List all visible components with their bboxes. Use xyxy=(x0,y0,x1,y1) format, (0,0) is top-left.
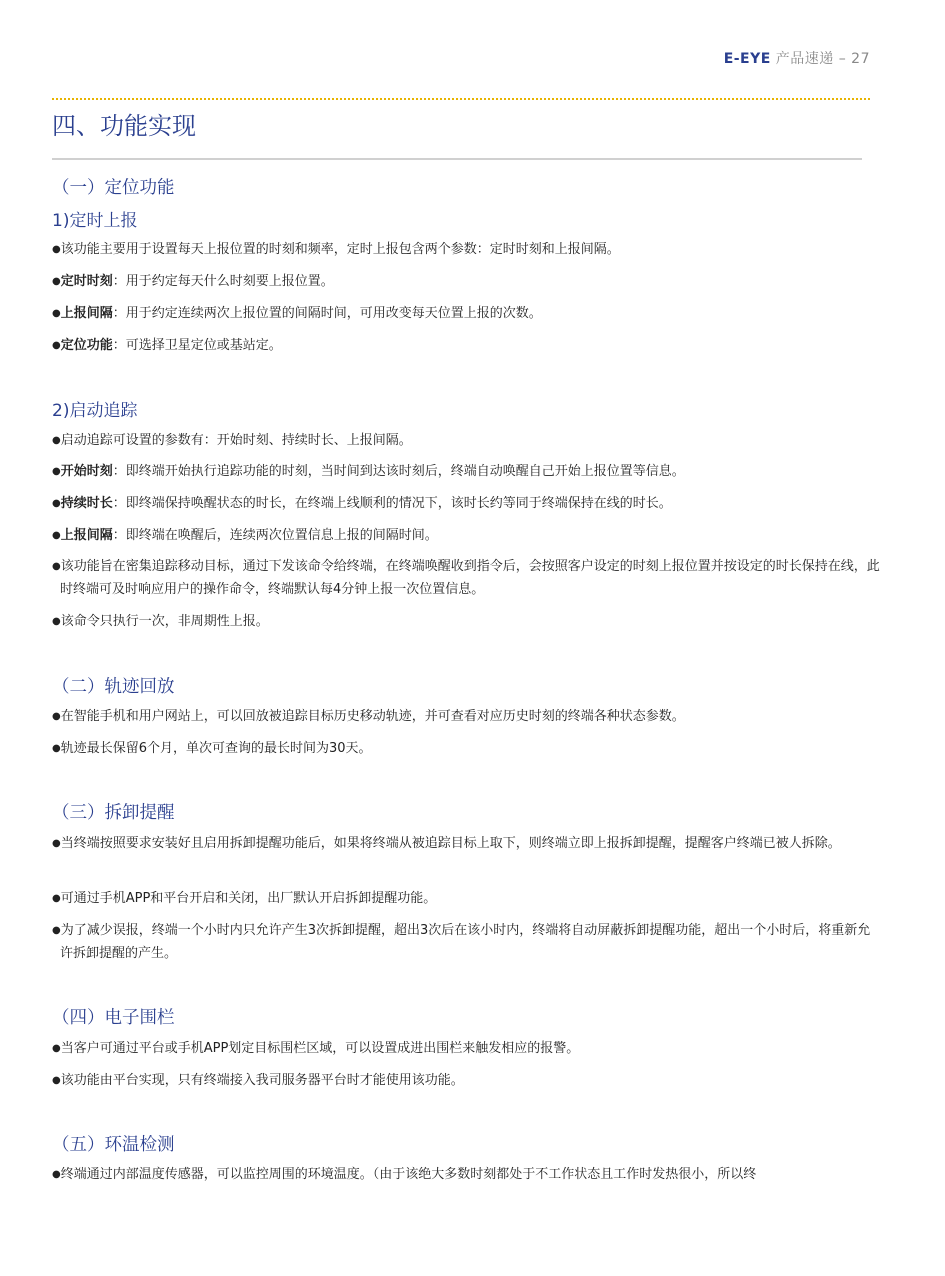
item-text: 当终端按照要求安装好且启用拆卸提醒功能后，如果将终端从被追踪目标上取下，则终端立即上报拆卸提醒，提醒客户终端已被人拆除。 xyxy=(60,836,841,851)
bullet-icon: ● xyxy=(52,244,61,255)
bullet-icon: ● xyxy=(52,925,61,936)
item-text: 在智能手机和用户网站上，可以回放被追踪目标历史移动轨迹，并可查看对应历史时刻的终端各种状态参数。 xyxy=(60,709,685,724)
item-text: 启动追踪可设置的参数有：开始时刻、持续时长、上报间隔。 xyxy=(60,433,412,448)
list-item xyxy=(52,832,880,855)
item-text: ：即终端开始执行追踪功能的时刻，当时间到达该时刻后，终端自动唤醒自己开始上报位置等信息。 xyxy=(112,464,685,479)
item-label: 定位功能 xyxy=(60,338,113,353)
item-label: 上报间隔 xyxy=(60,528,113,543)
list-item xyxy=(52,1037,880,1060)
item-text: 为了减少误报，终端一个小时内只允许产生3次拆卸提醒，超出3次后在该小时内，终端将自动屏蔽拆卸提醒功能，超出一个小时后，将重新允许拆卸提醒的产生。 xyxy=(60,923,871,961)
bullet-icon: ● xyxy=(52,838,61,849)
item-text: ：用于约定每天什么时刻要上报位置。 xyxy=(112,274,334,289)
bullet-icon: ● xyxy=(52,308,61,319)
list-item xyxy=(52,887,880,910)
bullet-icon: ● xyxy=(52,435,61,446)
bullet-icon: ● xyxy=(52,1169,61,1180)
item-label: 定时时刻 xyxy=(60,274,113,289)
bullet-icon: ● xyxy=(52,466,61,477)
bullet-icon: ● xyxy=(52,276,61,287)
list-item xyxy=(52,1069,880,1092)
bullet-icon: ● xyxy=(52,893,61,904)
bullet-icon: ● xyxy=(52,561,61,572)
item-text: 该命令只执行一次，非周期性上报。 xyxy=(60,614,269,629)
bullet-icon: ● xyxy=(52,498,61,509)
page-number-label: 产品速递 – 27 xyxy=(770,51,870,67)
item-text: 轨迹最长保留6个月，单次可查询的最长时间为30天。 xyxy=(60,741,372,756)
item-text: 终端通过内部温度传感器，可以监控周围的环境温度。（由于该绝大多数时刻都处于不工作状态且工作时发热很小，所以终 xyxy=(60,1167,757,1182)
section-title-ambient-temperature: （五）环温检测 xyxy=(52,1135,175,1155)
bullet-icon: ● xyxy=(52,616,61,627)
section-title-geofence: （四）电子围栏 xyxy=(52,1008,175,1028)
item-label: 上报间隔 xyxy=(60,306,113,321)
subsection-title-scheduled-report: 1)定时上报 xyxy=(52,211,138,231)
section-title-positioning: （一）定位功能 xyxy=(52,178,175,198)
list-item xyxy=(52,919,880,965)
item-text: ：即终端在唤醒后，连续两次位置信息上报的间隔时间。 xyxy=(112,528,438,543)
item-text: ：即终端保持唤醒状态的时长，在终端上线顺利的情况下，该时长约等同于终端保持在线的时长。 xyxy=(112,496,672,511)
list-item xyxy=(52,460,880,483)
list-item xyxy=(52,492,880,515)
item-text: 可通过手机APP和平台开启和关闭，出厂默认开启拆卸提醒功能。 xyxy=(60,891,437,906)
item-text: 该功能主要用于设置每天上报位置的时刻和频率，定时上报包含两个参数：定时时刻和上报间隔。 xyxy=(60,242,620,257)
list-item xyxy=(52,334,880,357)
subsection-title-start-tracking: 2)启动追踪 xyxy=(52,401,138,421)
bullet-icon: ● xyxy=(52,530,61,541)
list-item xyxy=(52,429,880,452)
bullet-icon: ● xyxy=(52,340,61,351)
list-item xyxy=(52,555,880,601)
bullet-icon: ● xyxy=(52,743,61,754)
bullet-icon: ● xyxy=(52,711,61,722)
list-item xyxy=(52,270,880,293)
list-item xyxy=(52,1163,880,1186)
list-item xyxy=(52,302,880,325)
item-label: 开始时刻 xyxy=(60,464,113,479)
item-text: 当客户可通过平台或手机APP划定目标围栏区域，可以设置成进出围栏来触发相应的报警。 xyxy=(60,1041,580,1056)
list-item xyxy=(52,524,880,547)
list-item xyxy=(52,238,880,261)
page-header xyxy=(724,48,870,68)
bullet-icon: ● xyxy=(52,1075,61,1086)
item-text: 该功能由平台实现，只有终端接入我司服务器平台时才能使用该功能。 xyxy=(60,1073,464,1088)
section-title-track-playback: （二）轨迹回放 xyxy=(52,677,175,697)
page-title: 四、功能实现 xyxy=(52,112,196,140)
list-item xyxy=(52,737,880,760)
item-text: ：用于约定连续两次上报位置的间隔时间，可用改变每天位置上报的次数。 xyxy=(112,306,542,321)
bullet-icon: ● xyxy=(52,1043,61,1054)
item-text: 该功能旨在密集追踪移动目标，通过下发该命令给终端，在终端唤醒收到指令后，会按照客户设定的时刻上报位置并按设定的时长保持在线，此时终端可及时响应用户的操作命令，终端默认每4分钟上报一次位置信息。 xyxy=(60,559,880,597)
item-text: ：可选择卫星定位或基站定。 xyxy=(112,338,282,353)
brand-name: E-EYE xyxy=(723,51,771,67)
list-item xyxy=(52,705,880,728)
dotted-divider xyxy=(52,98,870,100)
section-title-tamper-alert: （三）拆卸提醒 xyxy=(52,803,175,823)
item-label: 持续时长 xyxy=(60,496,113,511)
list-item xyxy=(52,610,880,633)
title-divider xyxy=(52,158,862,160)
